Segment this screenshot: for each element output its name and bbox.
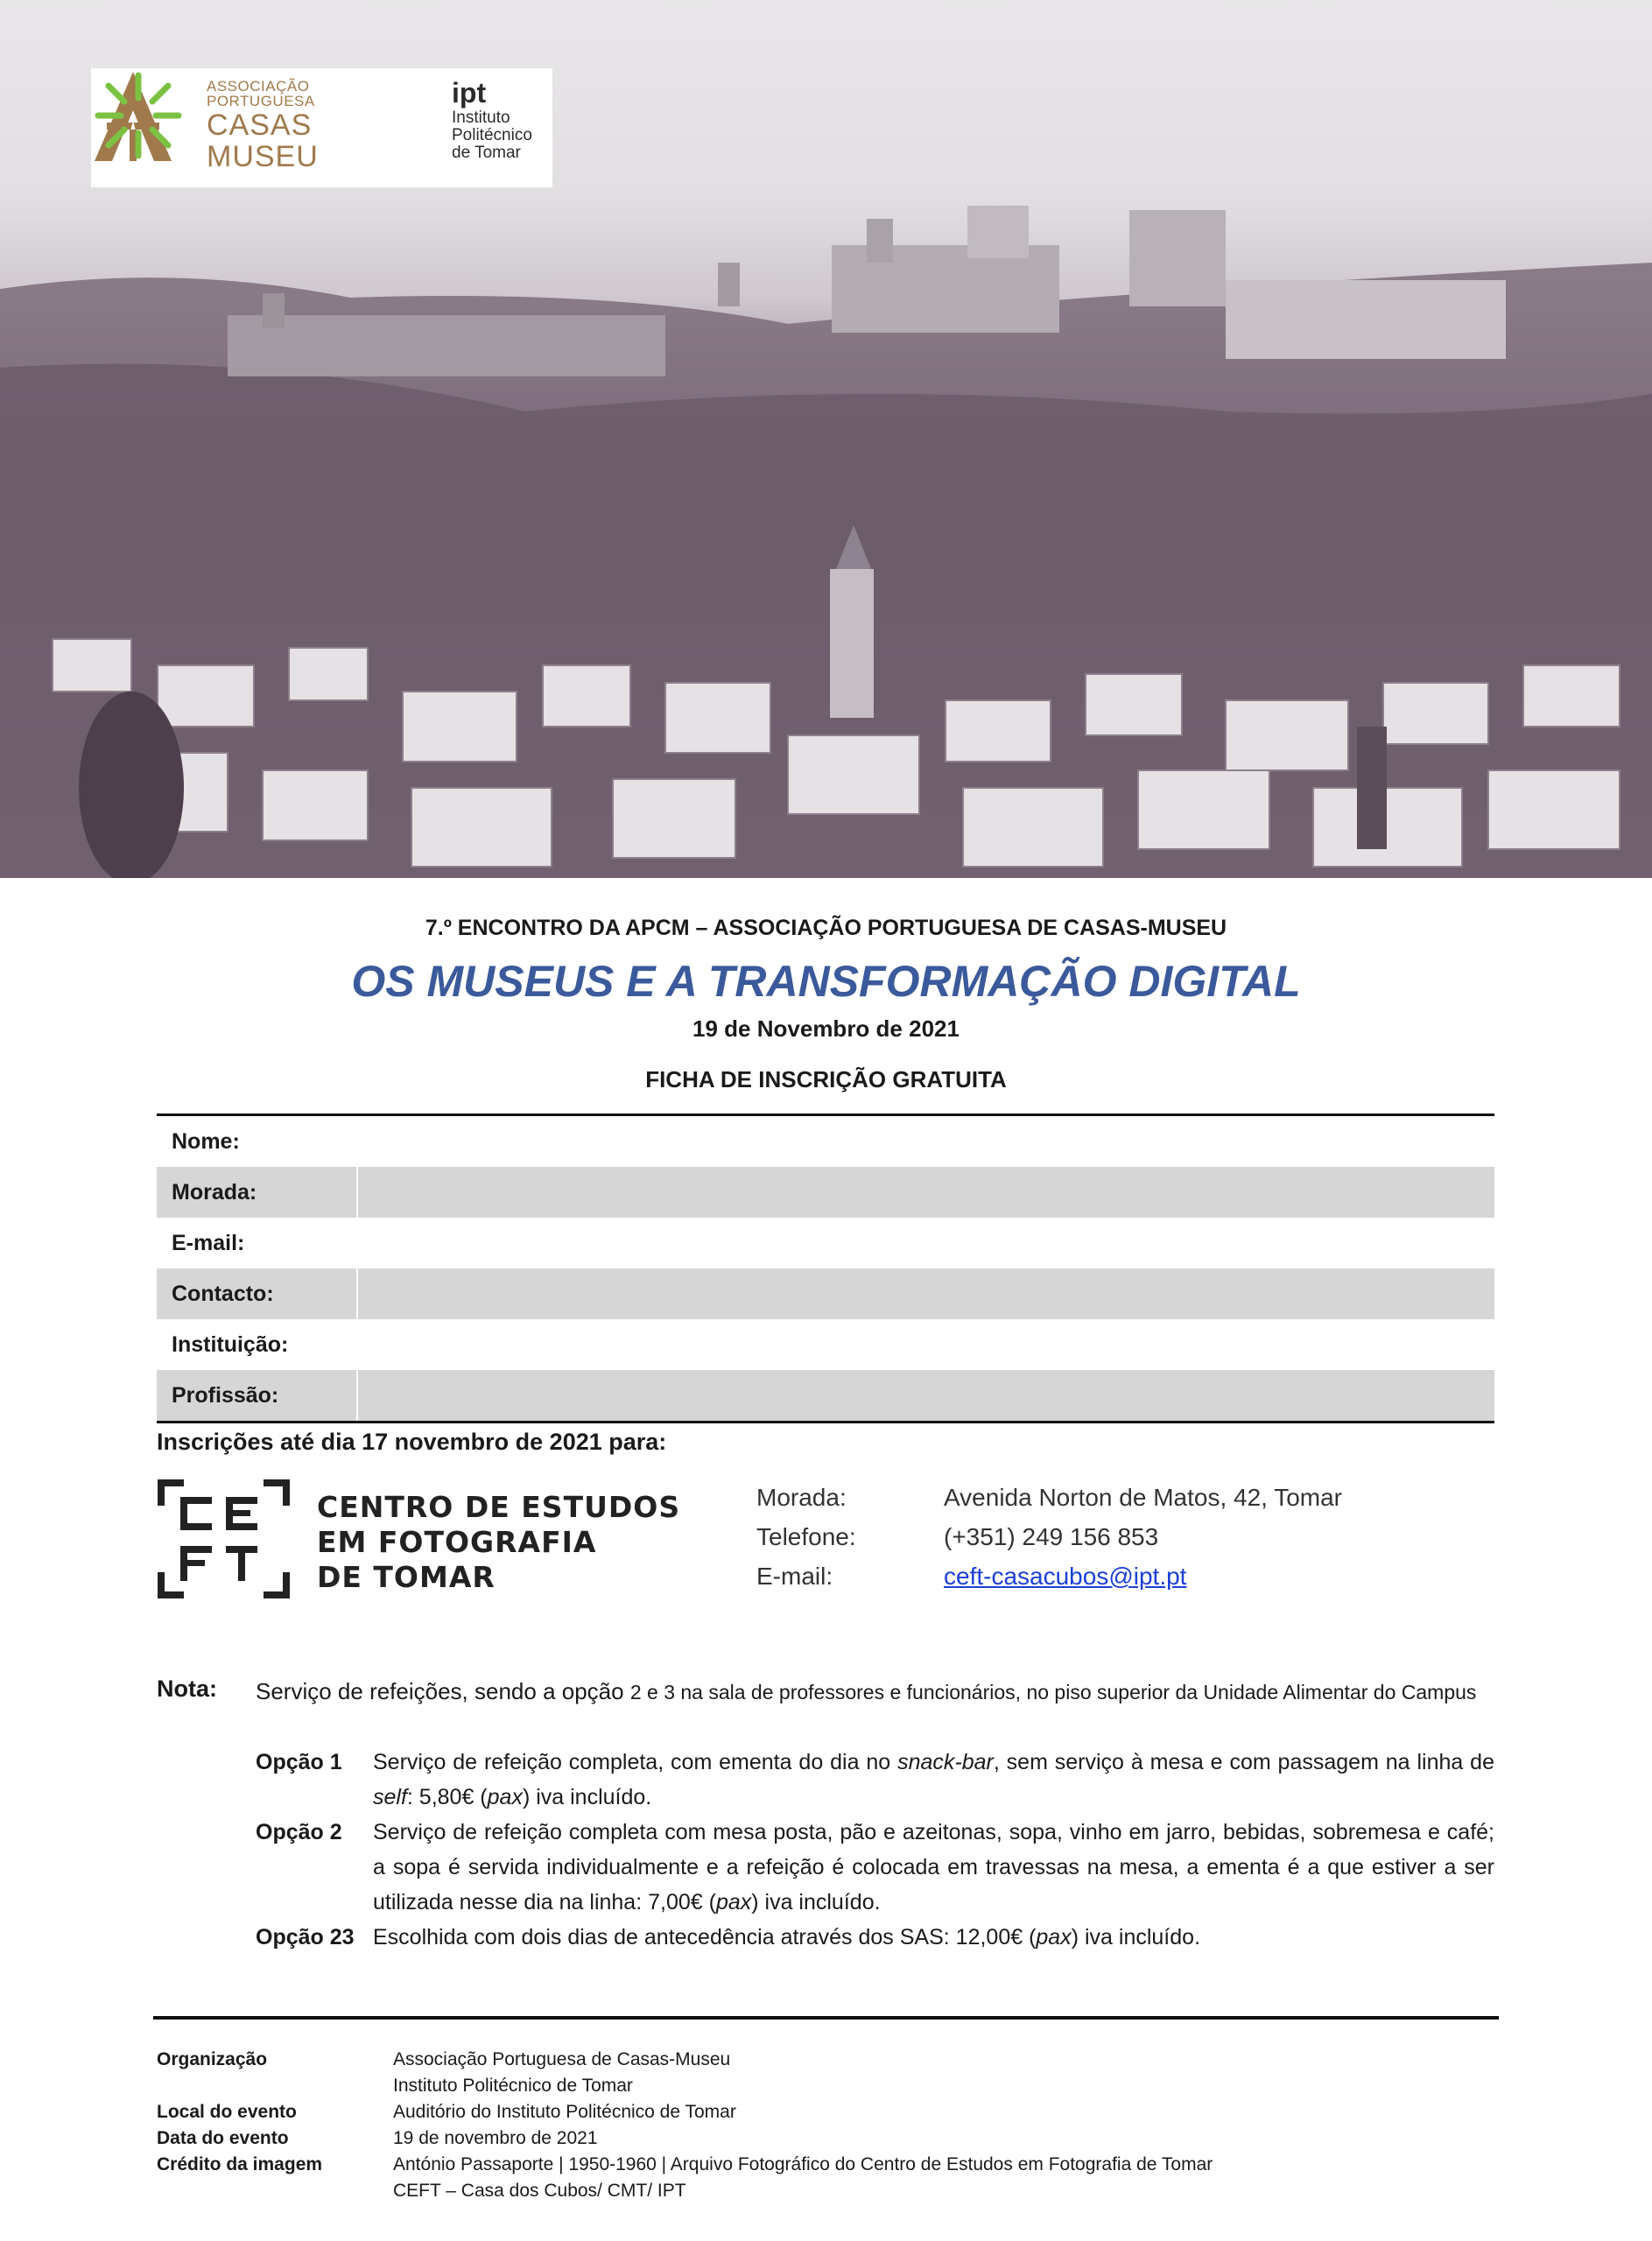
event-line: 7.º ENCONTRO DA APCM – ASSOCIAÇÃO PORTUGUESA DE CASAS-MUSEU <box>425 916 1227 940</box>
form-row-contacto <box>157 1268 1494 1319</box>
telefone-label: Telefone: <box>756 1523 856 1550</box>
apcm-line2: PORTUGUESA <box>207 93 315 109</box>
ceft-line3: DE TOMAR <box>317 1560 496 1594</box>
email-field[interactable] <box>358 1218 1494 1268</box>
nome-field[interactable] <box>358 1116 1494 1167</box>
option-3-label: Opção 23 <box>256 1925 355 1949</box>
nota-intro-a: Serviço de refeições, sendo a opção <box>256 1678 630 1704</box>
option-text-part: , sem serviço à mesa e com passagem na linha de <box>993 1750 1494 1774</box>
event-date: 19 de Novembro de 2021 <box>692 1015 960 1042</box>
contact-labels <box>756 1478 856 1596</box>
option-2-label: Opção 2 <box>256 1820 342 1844</box>
field-label: Instituição: <box>172 1331 289 1357</box>
option-text-em: pax <box>1036 1925 1072 1949</box>
form-row-email <box>157 1218 1494 1268</box>
footer-data: 19 de novembro de 2021 <box>393 2128 598 2148</box>
ceft-logo-text <box>317 1490 680 1595</box>
ceft-line2: EM FOTOGRAFIA <box>317 1525 597 1559</box>
registration-form <box>157 1113 1494 1423</box>
nota-text <box>256 1674 1494 1710</box>
instituicao-field[interactable] <box>358 1319 1494 1370</box>
nota-label: Nota: <box>157 1675 217 1702</box>
ipt-line3: de Tomar <box>452 143 521 162</box>
ipt-line1: Instituto <box>452 109 510 127</box>
option-text-em: self <box>373 1785 407 1809</box>
footer-data-label: Data do evento <box>157 2128 289 2148</box>
contact-values <box>944 1478 1342 1596</box>
form-title: FICHA DE INSCRIÇÃO GRATUITA <box>645 1066 1007 1092</box>
page-title: OS MUSEUS E A TRANSFORMAÇÃO DIGITAL <box>351 957 1301 1006</box>
form-row-instituicao <box>157 1319 1494 1370</box>
apcm-line3: CASAS <box>207 109 313 142</box>
email-link[interactable]: ceft-casacubos@ipt.pt <box>944 1563 1187 1590</box>
option-text-part: ) iva incluído. <box>1071 1925 1201 1949</box>
footer-credit-2: CEFT – Casa dos Cubos/ CMT/ IPT <box>393 2181 686 2201</box>
option-text-part: ) iva incluído. <box>751 1890 881 1914</box>
partner-logos <box>91 68 552 187</box>
apcm-logo-text <box>207 79 319 172</box>
footer-local: Auditório do Instituto Politécnico de Tomar <box>393 2102 736 2122</box>
field-label: Profissão: <box>157 1370 358 1421</box>
apcm-line1: ASSOCIAÇÃO <box>207 78 310 95</box>
form-row-profissao <box>157 1370 1494 1421</box>
footer-org-1: Associação Portuguesa de Casas-Museu <box>393 2049 731 2069</box>
footer-divider <box>153 2016 1499 2020</box>
option-text-em: snack-bar <box>897 1750 994 1774</box>
ceft-line1: CENTRO DE ESTUDOS <box>317 1490 681 1524</box>
option-text-part: ) iva incluído. <box>522 1785 652 1809</box>
ipt-logo-icon <box>91 68 186 163</box>
footer-local-label: Local do evento <box>157 2102 297 2122</box>
option-1-label: Opção 1 <box>256 1750 342 1774</box>
profissao-field[interactable] <box>358 1370 1494 1421</box>
footer-org-label: Organização <box>157 2049 268 2069</box>
footer-credit-label: Crédito da imagem <box>157 2154 323 2174</box>
option-text-part: : 5,80€ ( <box>406 1785 488 1809</box>
morada-label: Morada: <box>756 1484 847 1511</box>
option-text-part: Serviço de refeição completa, com ementa do dia no <box>373 1750 898 1774</box>
option-3-text <box>373 1920 1494 1955</box>
form-row-nome <box>157 1116 1494 1167</box>
option-text-part: Escolhida com dois dias de antecedência através dos SAS: 12,00€ ( <box>373 1925 1037 1949</box>
registration-deadline: Inscrições até dia 17 novembro de 2021 para: <box>157 1429 667 1455</box>
footer-org-2: Instituto Politécnico de Tomar <box>393 2076 633 2096</box>
morada-field[interactable] <box>358 1167 1494 1218</box>
email-label: E-mail: <box>756 1563 833 1590</box>
ipt-abbr: ipt <box>452 77 487 109</box>
option-text-part: Serviço de refeição completa com mesa posta, pão e azeitonas, sopa, vinho em jarro, bebidas, sobremesa e café; a sopa é servida individualmente e a refeição é colocada em travessas na mesa, a ementa é a que estiver a ser utilizada nesse dia na linha: 7,00€ ( <box>373 1820 1494 1914</box>
option-1-text <box>373 1745 1494 1815</box>
field-label: Morada: <box>157 1167 358 1218</box>
morada-value: Avenida Norton de Matos, 42, Tomar <box>944 1484 1342 1511</box>
footer-credit-1: António Passaporte | 1950-1960 | Arquivo Fotográfico do Centro de Estudos em Fotografia de Tomar <box>393 2154 1213 2174</box>
ipt-line2: Politécnico <box>452 125 532 144</box>
hero-photo <box>0 0 1652 878</box>
apcm-line4: MUSEU <box>207 140 319 173</box>
nota-intro-b: 2 e 3 na sala de professores e funcionários, no piso superior da Unidade Alimentar do Campus <box>629 1681 1477 1704</box>
option-text-em: pax <box>715 1890 752 1914</box>
option-text-em: pax <box>487 1785 523 1809</box>
telefone-value: (+351) 249 156 853 <box>944 1523 1159 1550</box>
form-row-morada <box>157 1167 1494 1218</box>
field-label: E-mail: <box>172 1230 245 1255</box>
field-label: Contacto: <box>157 1268 358 1319</box>
option-2-text <box>373 1815 1494 1920</box>
contacto-field[interactable] <box>358 1268 1494 1319</box>
field-label: Nome: <box>172 1128 240 1154</box>
ipt-logo-text <box>452 77 532 162</box>
